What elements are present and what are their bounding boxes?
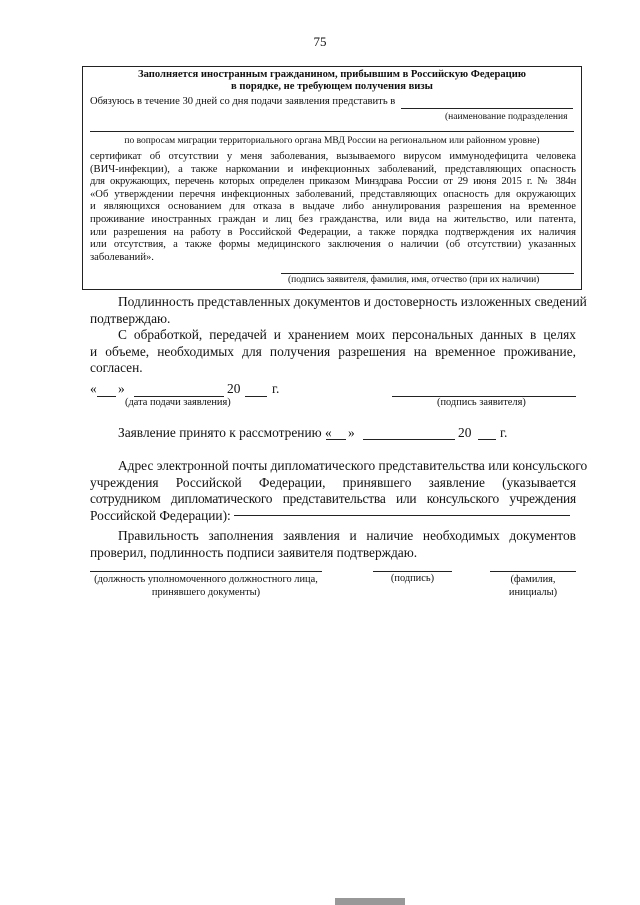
official-position-line bbox=[90, 571, 322, 572]
obligation-text: Обязуюсь в течение 30 дней со дня подачи заявления представить в bbox=[90, 96, 396, 107]
certificate-paragraph bbox=[90, 151, 576, 264]
official-position-caption-line2: принявшего документы) bbox=[151, 587, 261, 598]
email-line: Российской Федерации): bbox=[90, 507, 231, 523]
accepted-year-line bbox=[478, 439, 496, 440]
accepted-year-prefix: 20 bbox=[458, 425, 472, 440]
subdivision-caption: (наименование подразделения bbox=[445, 112, 568, 122]
official-name-line bbox=[490, 571, 576, 572]
authenticity-line: подтверждаю. bbox=[90, 310, 171, 326]
certificate-line: для окружающих, перечень которых определен приказом Минздрава России от 29 июня 2015 г. № 384н bbox=[90, 176, 576, 188]
certificate-line: сертификат об отсутствии у меня заболевания, вызываемого вирусом иммунодефицита человека bbox=[90, 151, 576, 162]
official-name-caption-line2: инициалы) bbox=[508, 587, 558, 598]
territorial-line bbox=[90, 131, 574, 132]
box-title-line2: в порядке, не требующем получения визы bbox=[231, 81, 433, 92]
consent-line: согласен. bbox=[90, 360, 143, 375]
territorial-caption: по вопросам миграции территориального органа МВД России на региональном или районном уровне) bbox=[124, 136, 540, 146]
certificate-line: и являющихся основанием для отказа в выдаче либо аннулирования разрешения на временное bbox=[90, 201, 576, 213]
authenticity-paragraph bbox=[90, 294, 587, 327]
certificate-line: или разрешения на работу в Российской Федерации, а также порядка подтверждения их наличия bbox=[90, 226, 576, 238]
verification-paragraph bbox=[90, 528, 576, 561]
official-position-caption-line1: (должность уполномоченного должностного лица, bbox=[94, 574, 318, 585]
official-name-caption-line1: (фамилия, bbox=[510, 574, 556, 585]
date-day-line bbox=[97, 396, 116, 397]
certificate-line: проживание иностранных граждан и лиц без гражданства, или вида на жительство, или патента, bbox=[90, 213, 576, 225]
accepted-text: Заявление принято к рассмотрению « bbox=[118, 425, 332, 440]
verification-line: проверил, подлинность подписи заявителя подтверждаю. bbox=[90, 544, 418, 560]
consent-line: и объеме, необходимых для получения разрешения на временное проживание, bbox=[90, 343, 576, 359]
box-signature-caption: (подпись заявителя, фамилия, имя, отчество (при их наличии) bbox=[288, 275, 540, 285]
official-signature-caption: (подпись) bbox=[390, 573, 435, 584]
subdivision-line bbox=[401, 108, 573, 109]
consent-line: С обработкой, передачей и хранением моих персональных данных в целях bbox=[118, 327, 576, 342]
date-caption: (дата подачи заявления) bbox=[125, 397, 231, 408]
date-close-quote: » bbox=[118, 381, 125, 396]
scan-artifact bbox=[335, 898, 405, 905]
accepted-close-quote: » bbox=[348, 425, 355, 440]
email-line: сотрудником дипломатического представительства или консульского учреждения bbox=[90, 491, 576, 506]
accepted-day-line bbox=[326, 439, 346, 440]
accepted-year-suffix: г. bbox=[500, 425, 508, 440]
verification-line: Правильность заполнения заявления и наличие необходимых документов bbox=[118, 528, 576, 543]
date-year-suffix: г. bbox=[272, 381, 280, 396]
accepted-month-line bbox=[363, 439, 455, 440]
official-position-caption bbox=[90, 573, 322, 599]
certificate-line: или отсутствия, а также формы медицинского заключения о наличии (об отсутствии) указанных bbox=[90, 239, 576, 251]
box-signature-line bbox=[281, 273, 574, 274]
certificate-line: «Об утверждении перечня инфекционных заболеваний, представляющих опасность для окружающих bbox=[90, 188, 576, 200]
box-title-line1: Заполняется иностранным гражданином, прибывшим в Российскую Федерацию bbox=[138, 69, 526, 80]
applicant-signature-caption: (подпись заявителя) bbox=[437, 397, 526, 408]
date-year-line bbox=[245, 396, 267, 397]
page-number: 75 bbox=[313, 34, 327, 49]
official-signature-line bbox=[373, 571, 452, 572]
date-year-prefix: 20 bbox=[227, 381, 241, 396]
email-line: Адрес электронной почты дипломатического представительства или консульского bbox=[118, 458, 588, 473]
consent-paragraph bbox=[90, 327, 576, 377]
certificate-line: (ВИЧ-инфекции), а также наркомании и инфекционных заболеваний, представляющих опасность bbox=[90, 163, 576, 175]
email-line: учреждения Российской Федерации, принявшего заявление (указывается bbox=[90, 474, 576, 490]
date-open-quote: « bbox=[90, 381, 97, 396]
authenticity-line: Подлинность представленных документов и достоверность изложенных сведений bbox=[118, 294, 587, 309]
official-name-caption bbox=[490, 573, 576, 599]
certificate-line: заболеваний». bbox=[90, 251, 154, 263]
email-address-line bbox=[234, 515, 570, 516]
